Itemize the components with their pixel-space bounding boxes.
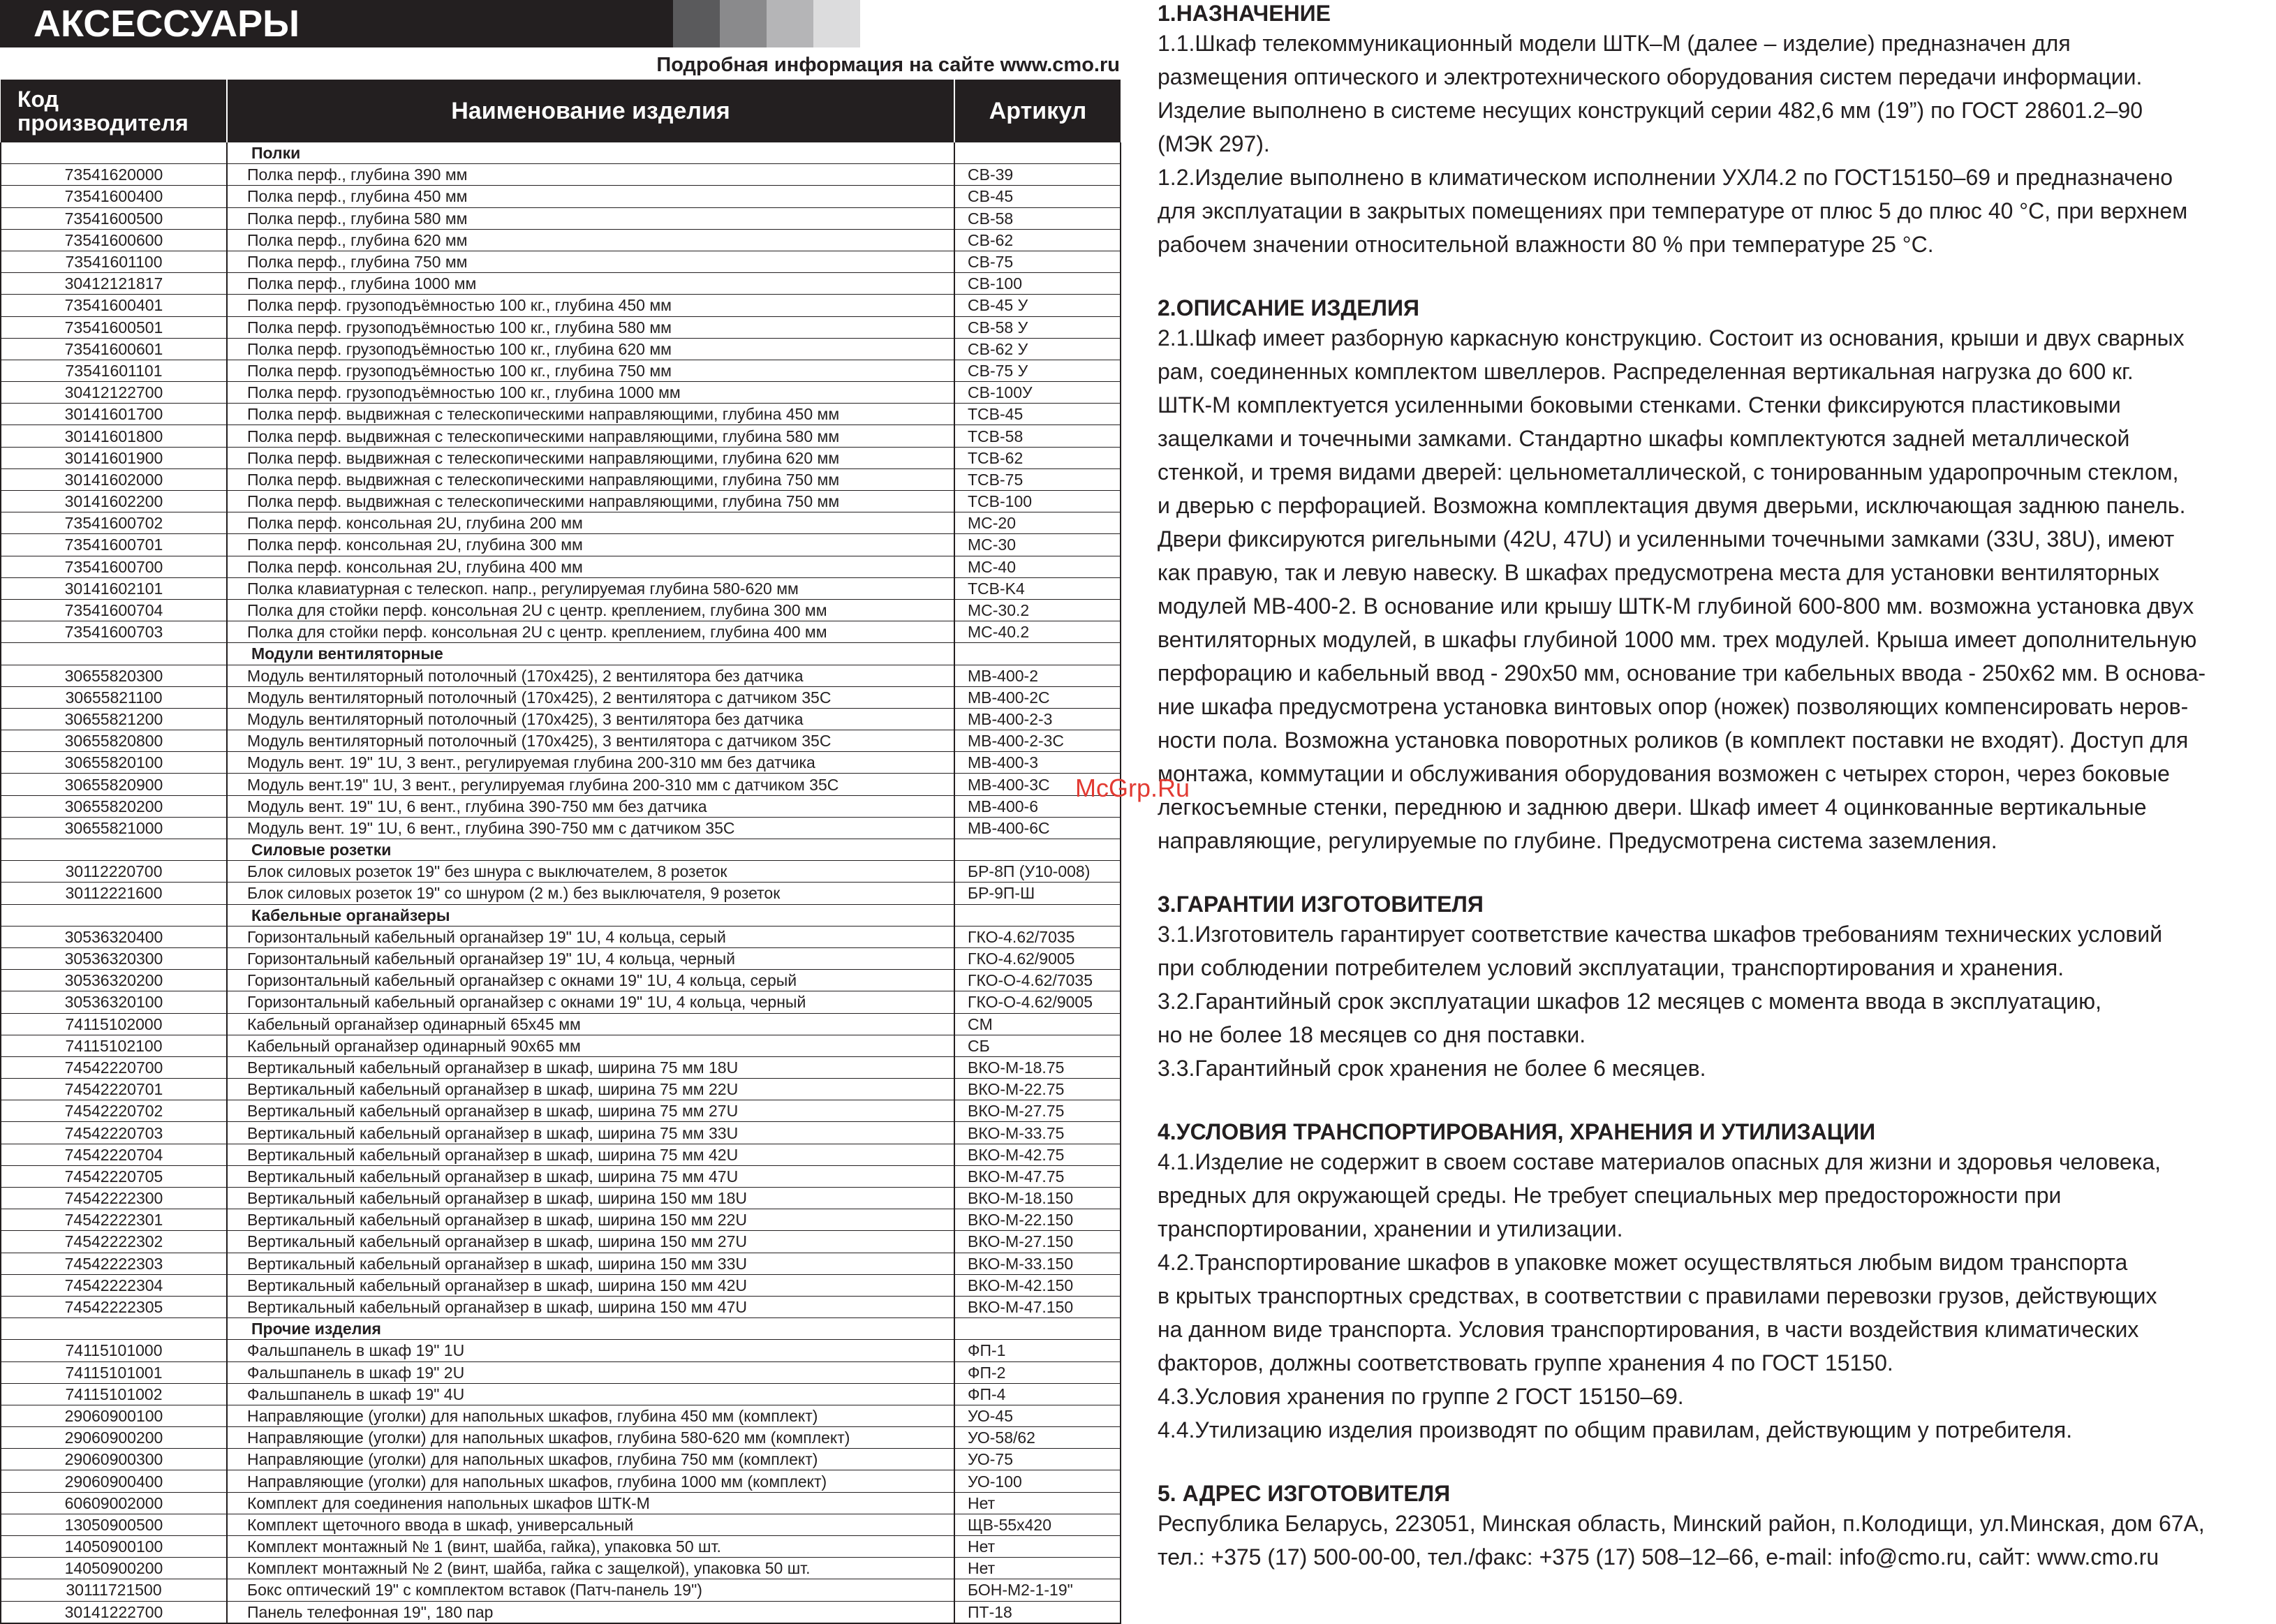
cell-name: Блок силовых розеток 19" без шнура с выключателем, 8 розеток [227, 861, 954, 883]
cell-code: 74115101001 [1, 1361, 227, 1383]
cell-code: 13050900500 [1, 1514, 227, 1535]
cell-article: CB-39 [954, 164, 1121, 186]
cell-code: 30655821200 [1, 708, 227, 730]
section-title: 1.НАЗНАЧЕНИЕ [1158, 1, 1331, 26]
table-row [1, 1231, 1121, 1253]
table-row [1, 795, 1121, 817]
table-row [1, 1100, 1121, 1122]
table-row [1, 1209, 1121, 1231]
cell-article [954, 904, 1121, 926]
cell-code: 74542220700 [1, 1056, 227, 1078]
cell-name: Полка для стойки перф. консольная 2U с центр. креплением, глубина 300 мм [227, 599, 954, 621]
cell-code: 73541600500 [1, 207, 227, 229]
cell-code: 73541600700 [1, 556, 227, 577]
cell-name: Модуль вентиляторный потолочный (170x425), 2 вентилятора с датчиком 35С [227, 686, 954, 708]
table-row [1, 708, 1121, 730]
cell-code: 30141602200 [1, 491, 227, 512]
cell-code: 74115102000 [1, 1013, 227, 1035]
table-row [1, 577, 1121, 599]
cell-article: ФП-2 [954, 1361, 1121, 1383]
table-section-row [1, 839, 1121, 861]
cell-name: Комплект монтажный № 2 (винт, шайба, гайка с защелкой), упаковка 50 шт. [227, 1558, 954, 1579]
cell-article: MB-400-2C [954, 686, 1121, 708]
cell-article: ГКО-4.62/9005 [954, 947, 1121, 969]
table-row [1, 686, 1121, 708]
cell-name: Направляющие (уголки) для напольных шкафов, глубина 580-620 мм (комплект) [227, 1427, 954, 1449]
table-row [1, 1122, 1121, 1144]
cell-article: УО-100 [954, 1470, 1121, 1492]
cell-code: 30412121817 [1, 273, 227, 295]
cell-article: MC-40 [954, 556, 1121, 577]
table-section-row [1, 142, 1121, 164]
table-row [1, 1165, 1121, 1187]
cell-article: MB-400-3C [954, 774, 1121, 795]
table-row [1, 491, 1121, 512]
cell-code: 30655821000 [1, 817, 227, 839]
cell-code: 74115101000 [1, 1340, 227, 1361]
cell-name: Фальшпанель в шкаф 19" 2U [227, 1361, 954, 1383]
table-row [1, 1405, 1121, 1426]
header-code: Код производителя [1, 80, 227, 142]
cell-code [1, 142, 227, 164]
table-row [1, 1274, 1121, 1296]
cell-article: УО-45 [954, 1405, 1121, 1426]
table-row [1, 1056, 1121, 1078]
table-row [1, 1601, 1121, 1623]
cell-name: Вертикальный кабельный органайзер в шкаф, ширина 150 мм 42U [227, 1274, 954, 1296]
cell-name: Полка перф. выдвижная с телескопическими направляющими, глубина 750 мм [227, 491, 954, 512]
cell-article: MB-400-3 [954, 752, 1121, 774]
cell-name: Полка перф. грузоподъёмностью 100 кг., глубина 620 мм [227, 338, 954, 360]
cell-code: 30655820900 [1, 774, 227, 795]
cell-code: 74542220702 [1, 1100, 227, 1122]
cell-code [1, 839, 227, 861]
section-name: Модули вентиляторные [227, 643, 954, 665]
section-name: Кабельные органайзеры [227, 904, 954, 926]
cell-article: УО-58/62 [954, 1427, 1121, 1449]
cell-article [954, 142, 1121, 164]
cell-article: MB-400-2 [954, 665, 1121, 686]
cell-name: Модуль вентиляторный потолочный (170x425), 3 вентилятора с датчиком 35С [227, 730, 954, 752]
cell-article: MC-40.2 [954, 621, 1121, 643]
cell-article: CB-75 У [954, 360, 1121, 381]
cell-article: TCB-58 [954, 425, 1121, 447]
cell-article: ГКО-О-4.62/7035 [954, 970, 1121, 991]
cell-article: TCB-45 [954, 404, 1121, 425]
table-row [1, 556, 1121, 577]
cell-article: ЩВ-55x420 [954, 1514, 1121, 1535]
cell-name: Модуль вент. 19" 1U, 3 вент., регулируемая глубина 200-310 мм без датчика [227, 752, 954, 774]
section-text: 3.1.Изготовитель гарантирует соответствие качества шкафов требованиям технических условий при соблюдении потребителем условий эксплуатации, транспортирования и хранения. 3.2.Гарантийный срок эксплуатации шкафов 12 месяцев с момента ввода в эксплуатацию, но не более 18 месяцев со дня поставки. 3.3.Гарантийный срок хранения не более 6 месяцев. [1158, 922, 2163, 1081]
cell-name: Панель телефонная 19", 180 пар [227, 1601, 954, 1623]
cell-code: 60609002000 [1, 1492, 227, 1514]
description-panel [1158, 0, 2272, 1588]
cell-name: Полка перф. консольная 2U, глубина 200 мм [227, 512, 954, 534]
table-row [1, 229, 1121, 251]
cell-article: ВКО-М-18.75 [954, 1056, 1121, 1078]
cell-article: ВКО-М-47.75 [954, 1165, 1121, 1187]
cell-article: Нет [954, 1536, 1121, 1558]
table-row [1, 926, 1121, 947]
cell-code: 30536320100 [1, 991, 227, 1013]
table-row [1, 1579, 1121, 1601]
section-name: Полки [227, 142, 954, 164]
cell-name: Вертикальный кабельный органайзер в шкаф, ширина 75 мм 18U [227, 1056, 954, 1078]
cell-article: Нет [954, 1492, 1121, 1514]
table-row [1, 1514, 1121, 1535]
table-row [1, 1340, 1121, 1361]
cell-code: 30112220700 [1, 861, 227, 883]
cell-code: 30655820200 [1, 795, 227, 817]
cell-code: 30141602101 [1, 577, 227, 599]
cell-name: Полка для стойки перф. консольная 2U с центр. креплением, глубина 400 мм [227, 621, 954, 643]
cell-article: ВКО-М-18.150 [954, 1188, 1121, 1209]
cell-code: 29060900100 [1, 1405, 227, 1426]
table-row [1, 861, 1121, 883]
cell-article: MC-20 [954, 512, 1121, 534]
cell-article: CБ [954, 1035, 1121, 1056]
cell-code: 74542222304 [1, 1274, 227, 1296]
cell-name: Вертикальный кабельный органайзер в шкаф, ширина 75 мм 27U [227, 1100, 954, 1122]
cell-name: Блок силовых розеток 19" со шнуром (2 м.) без выключателя, 9 розеток [227, 883, 954, 904]
cell-name: Горизонтальный кабельный органайзер 19" 1U, 4 кольца, серый [227, 926, 954, 947]
cell-article: ФП-4 [954, 1383, 1121, 1405]
cell-article: CB-45 [954, 186, 1121, 207]
cell-code: 73541600601 [1, 338, 227, 360]
section-name: Прочие изделия [227, 1318, 954, 1340]
cell-code: 14050900100 [1, 1536, 227, 1558]
section-title: 2.ОПИСАНИЕ ИЗДЕЛИЯ [1158, 295, 1419, 320]
cell-name: Полка перф. грузоподъёмностью 100 кг., глубина 750 мм [227, 360, 954, 381]
cell-article: MB-400-6C [954, 817, 1121, 839]
table-row [1, 316, 1121, 338]
cell-code: 74542222301 [1, 1209, 227, 1231]
cell-code: 73541601101 [1, 360, 227, 381]
cell-article: БР-8П (У10-008) [954, 861, 1121, 883]
cell-article: TCB-75 [954, 468, 1121, 490]
cell-code: 30112221600 [1, 883, 227, 904]
table-row [1, 774, 1121, 795]
table-row [1, 1079, 1121, 1100]
cell-code: 74115102100 [1, 1035, 227, 1056]
cell-code: 14050900200 [1, 1558, 227, 1579]
cell-name: Горизонтальный кабельный органайзер с окнами 19" 1U, 4 кольца, серый [227, 970, 954, 991]
cell-name: Направляющие (уголки) для напольных шкафов, глубина 750 мм (комплект) [227, 1449, 954, 1470]
cell-code: 29060900300 [1, 1449, 227, 1470]
cell-code: 30655821100 [1, 686, 227, 708]
shade-block [813, 0, 860, 47]
cell-article: MB-400-6 [954, 795, 1121, 817]
cell-article [954, 1318, 1121, 1340]
cell-name: Полка перф. грузоподъёмностью 100 кг., глубина 1000 мм [227, 382, 954, 404]
cell-article: CB-100 [954, 273, 1121, 295]
section-text: 2.1.Шкаф имеет разборную каркасную конструкцию. Состоит из основания, крыши и двух сварных рам, соединенных комплектом швеллеров. Распределенная вертикальная нагрузка до 600 кг. ШТК-М комплектуется усиленными боковыми стенками. Стенки фиксируются пластиковыми защелками и точечными замками. Стандартно шкафы комплектуются задней металлической стенкой, и тремя видами дверей: цельнометаллической, с тонированным ударопрочным стеклом, и дверью с перфорацией. Возможна комплектация двумя дверьми, исключающая заднюю панель. Двери фиксируются ригельными (42U, 47U) и усиленными точечными замками (33U, 38U), имеют как правую, так и левую навеску. В шкафах предусмотрена места для установки вентиляторных модулей МВ-400-2. В основание или крышу ШТК-М глубиной 600-800 мм. возможна установка двух вентиляторных модулей, в шкафы глубиной 1000 мм. трех модулей. Крыша имеет дополнительную перфорацию и кабельный ввод - 290х50 мм, основание три кабельных ввода - 250х62 мм. В основа- ние шкафа предусмотрена установка винтовых опор (ножек) позволяющих компенсировать неров- ности пола. Возможна установка поворотных роликов (в комплект поставки не входят). Доступ для монтажа, коммутации и обслуживания оборудования возможен с четырех сторон, через боковые легкосъемные стенки, переднюю и заднюю двери. Шкаф имеет 4 оцинкованные вертикальные направляющие, регулируемые по глубине. Предусмотрена система заземления. [1158, 325, 2206, 853]
cell-article: CM [954, 1013, 1121, 1035]
cell-name: Вертикальный кабельный органайзер в шкаф, ширина 150 мм 27U [227, 1231, 954, 1253]
cell-name: Направляющие (уголки) для напольных шкафов, глубина 450 мм (комплект) [227, 1405, 954, 1426]
table-row [1, 534, 1121, 556]
cell-code: 74542222303 [1, 1253, 227, 1274]
cell-article: ВКО-М-22.75 [954, 1079, 1121, 1100]
table-row [1, 991, 1121, 1013]
cell-article: ФП-1 [954, 1340, 1121, 1361]
section-text: 4.1.Изделие не содержит в своем составе материалов опасных для жизни и здоровья человека, вредных для окружающей среды. Не требует специальных мер предосторожности при транспортировании, хранении и утилизации. 4.2.Транспортирование шкафов в упаковке может осуществляться любым видом транспорта в крытых транспортных средствах, в соответствии с правилами перевозки грузов, действующих на данном виде транспорта. Условия транспортирования, в части воздействия климатических факторов, должны соответствовать группе хранения 4 по ГОСТ 15150. 4.3.Условия хранения по группе 2 ГОСТ 15150–69. 4.4.Утилизацию изделия производят по общим правилам, действующим у потребителя. [1158, 1149, 2162, 1442]
shade-strip [673, 0, 862, 47]
cell-article: ВКО-М-27.75 [954, 1100, 1121, 1122]
cell-article: ВКО-М-33.150 [954, 1253, 1121, 1274]
cell-name: Фальшпанель в шкаф 19" 1U [227, 1340, 954, 1361]
cell-name: Модуль вентиляторный потолочный (170x425), 2 вентилятора без датчика [227, 665, 954, 686]
shade-block [720, 0, 767, 47]
section-title: 3.ГАРАНТИИ ИЗГОТОВИТЕЛЯ [1158, 892, 1484, 917]
table-row [1, 947, 1121, 969]
cell-code: 73541601100 [1, 251, 227, 272]
table-row [1, 665, 1121, 686]
table-header-row [1, 80, 1121, 142]
table-row [1, 186, 1121, 207]
cell-article: MB-400-2-3C [954, 730, 1121, 752]
cell-name: Полка перф., глубина 1000 мм [227, 273, 954, 295]
cell-article: CB-62 У [954, 338, 1121, 360]
cell-code: 30655820100 [1, 752, 227, 774]
cell-code: 30412122700 [1, 382, 227, 404]
table-row [1, 251, 1121, 272]
cell-article: ВКО-М-42.75 [954, 1144, 1121, 1165]
cell-code: 73541600704 [1, 599, 227, 621]
cell-name: Вертикальный кабельный органайзер в шкаф, ширина 150 мм 33U [227, 1253, 954, 1274]
cell-name: Полка перф. выдвижная с телескопическими направляющими, глубина 750 мм [227, 468, 954, 490]
cell-article: ВКО-М-42.150 [954, 1274, 1121, 1296]
cell-name: Горизонтальный кабельный органайзер с окнами 19" 1U, 4 кольца, черный [227, 991, 954, 1013]
accessories-table [0, 80, 1121, 1624]
cell-article: CB-58 У [954, 316, 1121, 338]
table-row [1, 1361, 1121, 1383]
cell-article: ГКО-4.62/7035 [954, 926, 1121, 947]
table-row [1, 360, 1121, 381]
cell-name: Направляющие (уголки) для напольных шкафов, глубина 1000 мм (комплект) [227, 1470, 954, 1492]
cell-code: 30111721500 [1, 1579, 227, 1601]
cell-name: Полка перф., глубина 450 мм [227, 186, 954, 207]
cell-article: ВКО-М-27.150 [954, 1231, 1121, 1253]
table-row [1, 295, 1121, 316]
cell-code: 30536320400 [1, 926, 227, 947]
cell-article: TCB-100 [954, 491, 1121, 512]
cell-article: CB-45 У [954, 295, 1121, 316]
table-row [1, 164, 1121, 186]
cell-code: 30141222700 [1, 1601, 227, 1623]
page-title: АКСЕССУАРЫ [34, 3, 300, 45]
cell-code [1, 1318, 227, 1340]
cell-name: Модуль вент. 19" 1U, 6 вент., глубина 390-750 мм без датчика [227, 795, 954, 817]
cell-code: 73541600501 [1, 316, 227, 338]
cell-article: ГКО-О-4.62/9005 [954, 991, 1121, 1013]
cell-article: MC-30.2 [954, 599, 1121, 621]
cell-code: 74542222305 [1, 1296, 227, 1317]
cell-code: 30655820800 [1, 730, 227, 752]
cell-code: 30655820300 [1, 665, 227, 686]
cell-name: Полка перф. грузоподъёмностью 100 кг., глубина 580 мм [227, 316, 954, 338]
table-row [1, 404, 1121, 425]
cell-article [954, 839, 1121, 861]
cell-name: Комплект для соединения напольных шкафов ШТК-М [227, 1492, 954, 1514]
header-name: Наименование изделия [227, 80, 954, 142]
cell-name: Горизонтальный кабельный органайзер 19" 1U, 4 кольца, черный [227, 947, 954, 969]
cell-code: 74542220703 [1, 1122, 227, 1144]
cell-name: Модуль вент. 19" 1U, 6 вент., глубина 390-750 мм с датчиком 35С [227, 817, 954, 839]
cell-article: ВКО-М-22.150 [954, 1209, 1121, 1231]
section-title: 5. АДРЕС ИЗГОТОВИТЕЛЯ [1158, 1481, 1451, 1506]
cell-code: 73541600401 [1, 295, 227, 316]
cell-code: 73541600702 [1, 512, 227, 534]
cell-name: Полка перф. консольная 2U, глубина 400 мм [227, 556, 954, 577]
cell-name: Комплект щеточного ввода в шкаф, универсальный [227, 1514, 954, 1535]
cell-name: Вертикальный кабельный органайзер в шкаф, ширина 75 мм 22U [227, 1079, 954, 1100]
section-text: Республика Беларусь, 223051, Минская область, Минский район, п.Колодищи, ул.Минская, дом 67А, тел.: +375 (17) 500-00-00, тел./факс: +375 (17) 508–12–66, e-mail: info@cmo.ru, сайт: www.cmo.ru [1158, 1511, 2205, 1570]
table-row [1, 970, 1121, 991]
cell-name: Полка перф. выдвижная с телескопическими направляющими, глубина 580 мм [227, 425, 954, 447]
table-row [1, 1536, 1121, 1558]
cell-code: 73541620000 [1, 164, 227, 186]
cell-code: 30141601700 [1, 404, 227, 425]
table-row [1, 1035, 1121, 1056]
cell-name: Комплект монтажный № 1 (винт, шайба, гайка), упаковка 50 шт. [227, 1536, 954, 1558]
cell-article: БОН-М2-1-19" [954, 1579, 1121, 1601]
cell-name: Кабельный органайзер одинарный 90x65 мм [227, 1035, 954, 1056]
cell-article: ВКО-М-47.150 [954, 1296, 1121, 1317]
table-row [1, 1492, 1121, 1514]
table-row [1, 730, 1121, 752]
cell-name: Модуль вент.19" 1U, 3 вент., регулируемая глубина 200-310 мм с датчиком 35С [227, 774, 954, 795]
cell-code: 73541600701 [1, 534, 227, 556]
table-row [1, 599, 1121, 621]
cell-code: 73541600703 [1, 621, 227, 643]
table-section-row [1, 904, 1121, 926]
table-row [1, 817, 1121, 839]
cell-article: CB-58 [954, 207, 1121, 229]
cell-article: УО-75 [954, 1449, 1121, 1470]
table-row [1, 468, 1121, 490]
table-row [1, 1383, 1121, 1405]
table-row [1, 883, 1121, 904]
cell-article: БР-9П-Ш [954, 883, 1121, 904]
cell-code: 73541600400 [1, 186, 227, 207]
cell-code: 30536320200 [1, 970, 227, 991]
table-row [1, 1188, 1121, 1209]
cell-name: Полка перф., глубина 620 мм [227, 229, 954, 251]
cell-code: 74542220704 [1, 1144, 227, 1165]
cell-name: Вертикальный кабельный органайзер в шкаф, ширина 75 мм 33U [227, 1122, 954, 1144]
cell-code: 74115101002 [1, 1383, 227, 1405]
cell-name: Вертикальный кабельный органайзер в шкаф, ширина 75 мм 42U [227, 1144, 954, 1165]
cell-name: Бокс оптический 19" с комплектом вставок (Патч-панель 19") [227, 1579, 954, 1601]
cell-article [954, 643, 1121, 665]
cell-code: 30141601900 [1, 447, 227, 468]
table-body [1, 142, 1121, 1623]
table-section-row [1, 1318, 1121, 1340]
cell-name: Полка перф. грузоподъёмностью 100 кг., глубина 450 мм [227, 295, 954, 316]
cell-name: Полка перф. выдвижная с телескопическими направляющими, глубина 620 мм [227, 447, 954, 468]
table-row [1, 1296, 1121, 1317]
cell-code: 74542220701 [1, 1079, 227, 1100]
watermark: McGrp.Ru [1075, 774, 1190, 802]
cell-code: 29060900400 [1, 1470, 227, 1492]
cell-code: 30141602000 [1, 468, 227, 490]
table-row [1, 752, 1121, 774]
cell-name: Полка клавиатурная с телескоп. напр., регулируемая глубина 580-620 мм [227, 577, 954, 599]
shade-block [767, 0, 813, 47]
cell-code: 73541600600 [1, 229, 227, 251]
site-note: Подробная информация на сайте www.cmo.ru [656, 54, 1120, 76]
cell-code: 29060900200 [1, 1427, 227, 1449]
cell-name: Вертикальный кабельный органайзер в шкаф, ширина 150 мм 18U [227, 1188, 954, 1209]
cell-article: TCB-62 [954, 447, 1121, 468]
cell-name: Полка перф. консольная 2U, глубина 300 мм [227, 534, 954, 556]
cell-name: Полка перф., глубина 750 мм [227, 251, 954, 272]
cell-name: Вертикальный кабельный органайзер в шкаф, ширина 150 мм 22U [227, 1209, 954, 1231]
table-row [1, 1144, 1121, 1165]
cell-name: Полка перф. выдвижная с телескопическими направляющими, глубина 450 мм [227, 404, 954, 425]
cell-name: Модуль вентиляторный потолочный (170x425), 3 вентилятора без датчика [227, 708, 954, 730]
table-row [1, 273, 1121, 295]
cell-name: Кабельный органайзер одинарный 65x45 мм [227, 1013, 954, 1035]
cell-code [1, 643, 227, 665]
cell-article: ВКО-М-33.75 [954, 1122, 1121, 1144]
cell-name: Вертикальный кабельный органайзер в шкаф, ширина 150 мм 47U [227, 1296, 954, 1317]
table-row [1, 1470, 1121, 1492]
title-bar [0, 0, 673, 47]
cell-code: 74542222300 [1, 1188, 227, 1209]
cell-article: MB-400-2-3 [954, 708, 1121, 730]
table-section-row [1, 643, 1121, 665]
table-row [1, 1427, 1121, 1449]
table-row [1, 1449, 1121, 1470]
table-row [1, 512, 1121, 534]
cell-article: TCB-K4 [954, 577, 1121, 599]
shade-block [673, 0, 720, 47]
cell-name: Полка перф., глубина 580 мм [227, 207, 954, 229]
table-row [1, 1558, 1121, 1579]
cell-code: 74542220705 [1, 1165, 227, 1187]
cell-code [1, 904, 227, 926]
header-article: Артикул [954, 80, 1121, 142]
cell-name: Фальшпанель в шкаф 19" 4U [227, 1383, 954, 1405]
table-row [1, 382, 1121, 404]
cell-code: 30536320300 [1, 947, 227, 969]
cell-article: CB-100У [954, 382, 1121, 404]
cell-article: CB-75 [954, 251, 1121, 272]
table-row [1, 207, 1121, 229]
cell-article: MC-30 [954, 534, 1121, 556]
cell-article: ПТ-18 [954, 1601, 1121, 1623]
cell-article: Нет [954, 1558, 1121, 1579]
section-text: 1.1.Шкаф телекоммуникационный модели ШТК–М (далее – изделие) предназначен для размещения оптического и электротехнического оборудования систем передачи информации. Изделие выполнено в системе несущих конструкций серии 482,6 мм (19”) по ГОСТ 28601.2–90 (МЭК 297). 1.2.Изделие выполнено в климатическом исполнении УХЛ4.2 по ГОСТ15150–69 и предназначено для эксплуатации в закрытых помещениях при температуре от плюс 5 до плюс 40 °С, при верхнем рабочем значении относительной влажности 80 % при температуре 25 °С. [1158, 31, 2188, 257]
cell-article: CB-62 [954, 229, 1121, 251]
table-row [1, 425, 1121, 447]
cell-code: 74542222302 [1, 1231, 227, 1253]
table-row [1, 1253, 1121, 1274]
section-title: 4.УСЛОВИЯ ТРАНСПОРТИРОВАНИЯ, ХРАНЕНИЯ И УТИЛИЗАЦИИ [1158, 1119, 1876, 1144]
table-row [1, 621, 1121, 643]
section-name: Силовые розетки [227, 839, 954, 861]
table-row [1, 1013, 1121, 1035]
accessories-panel [0, 0, 1124, 1621]
table-row [1, 338, 1121, 360]
cell-name: Полка перф., глубина 390 мм [227, 164, 954, 186]
table-row [1, 447, 1121, 468]
cell-code: 30141601800 [1, 425, 227, 447]
cell-name: Вертикальный кабельный органайзер в шкаф, ширина 75 мм 47U [227, 1165, 954, 1187]
